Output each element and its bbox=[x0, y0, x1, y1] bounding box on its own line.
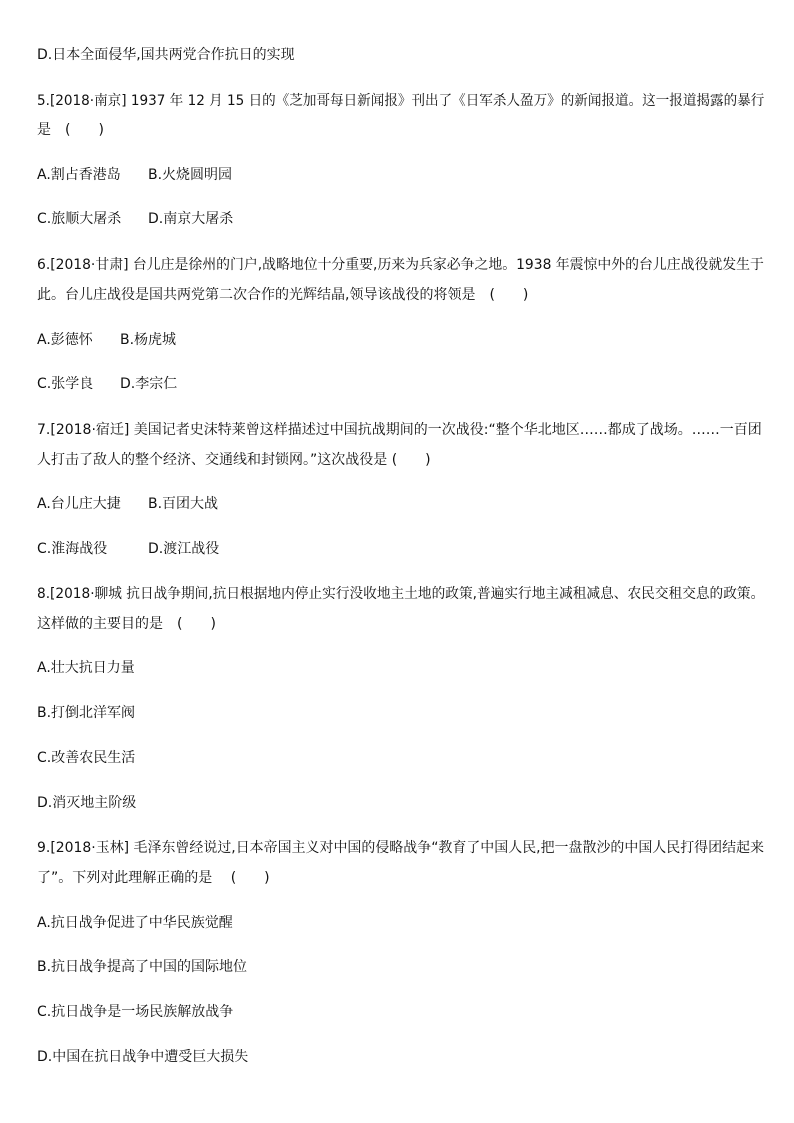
q5-option-b: B.火烧圆明园 bbox=[148, 167, 233, 183]
q6-option-a: A.彭德怀 bbox=[37, 332, 93, 348]
q9-option-c: C.抗日战争是一场民族解放战争 bbox=[37, 1004, 234, 1020]
q8-option-d: D.消灭地主阶级 bbox=[37, 795, 137, 811]
q8-stem-line1: 8.[2018·聊城 抗日战争期间,抗日根据地内停止实行没收地主土地的政策,普遍实行地主减租减息、农民交租交息的政策。 bbox=[37, 586, 765, 602]
q6-options-row2 bbox=[37, 375, 177, 393]
q9-option-b: B.抗日战争提高了中国的国际地位 bbox=[37, 959, 248, 975]
q9-option-d: D.中国在抗日战争中遭受巨大损失 bbox=[37, 1049, 249, 1065]
q6-stem-line1: 6.[2018·甘肃] 台儿庄是徐州的门户,战略地位十分重要,历来为兵家必争之地。1938 年震惊中外的台儿庄战役就发生于 bbox=[37, 257, 764, 273]
q5-option-d: D.南京大屠杀 bbox=[148, 211, 234, 227]
q5-option-c: C.旅顺大屠杀 bbox=[37, 211, 122, 227]
q8-option-c: C.改善农民生活 bbox=[37, 750, 136, 766]
q7-options-row1 bbox=[37, 495, 218, 513]
q7-option-c: C.淮海战役 bbox=[37, 541, 108, 557]
q8-option-a: A.壮大抗日力量 bbox=[37, 660, 135, 676]
q9-stem-line2: 了”。下列对此理解正确的是 ( ) bbox=[37, 870, 270, 886]
q7-stem-line1: 7.[2018·宿迁] 美国记者史沫特莱曾这样描述过中国抗战期间的一次战役:“整个华北地区……都成了战场。……一百团 bbox=[37, 422, 762, 438]
q9-stem-line1: 9.[2018·玉林] 毛泽东曾经说过,日本帝国主义对中国的侵略战争“教育了中国人民,把一盘散沙的中国人民打得团结起来 bbox=[37, 840, 765, 856]
q6-options-row1 bbox=[37, 331, 176, 349]
q9-option-a: A.抗日战争促进了中华民族觉醒 bbox=[37, 915, 233, 931]
q7-options-row2 bbox=[37, 540, 219, 558]
q7-option-b: B.百团大战 bbox=[148, 496, 219, 512]
q6-option-c: C.张学良 bbox=[37, 376, 94, 392]
q8-option-b: B.打倒北洋军阀 bbox=[37, 705, 136, 721]
q4-option-d: D.日本全面侵华,国共两党合作抗日的实现 bbox=[37, 47, 295, 63]
q5-stem-line2: 是 ( ) bbox=[37, 122, 104, 138]
q5-options-row2 bbox=[37, 210, 233, 228]
q5-stem-line1: 5.[2018·南京] 1937 年 12 月 15 日的《芝加哥每日新闻报》刊出了《日军杀人盈万》的新闻报道。这一报道揭露的暴行 bbox=[37, 93, 765, 109]
q6-stem-line2: 此。台儿庄战役是国共两党第二次合作的光辉结晶,领导该战役的将领是 ( ) bbox=[37, 287, 529, 303]
q7-stem-line2: 人打击了敌人的整个经济、交通线和封锁网。”这次战役是 ( ) bbox=[37, 452, 431, 468]
q5-option-a: A.割占香港岛 bbox=[37, 167, 121, 183]
q5-options-row1 bbox=[37, 166, 232, 184]
q6-option-d: D.李宗仁 bbox=[120, 376, 178, 392]
q7-option-d: D.渡江战役 bbox=[148, 541, 220, 557]
q8-stem-line2: 这样做的主要目的是 ( ) bbox=[37, 616, 216, 632]
q6-option-b: B.杨虎城 bbox=[120, 332, 177, 348]
q7-option-a: A.台儿庄大捷 bbox=[37, 496, 121, 512]
